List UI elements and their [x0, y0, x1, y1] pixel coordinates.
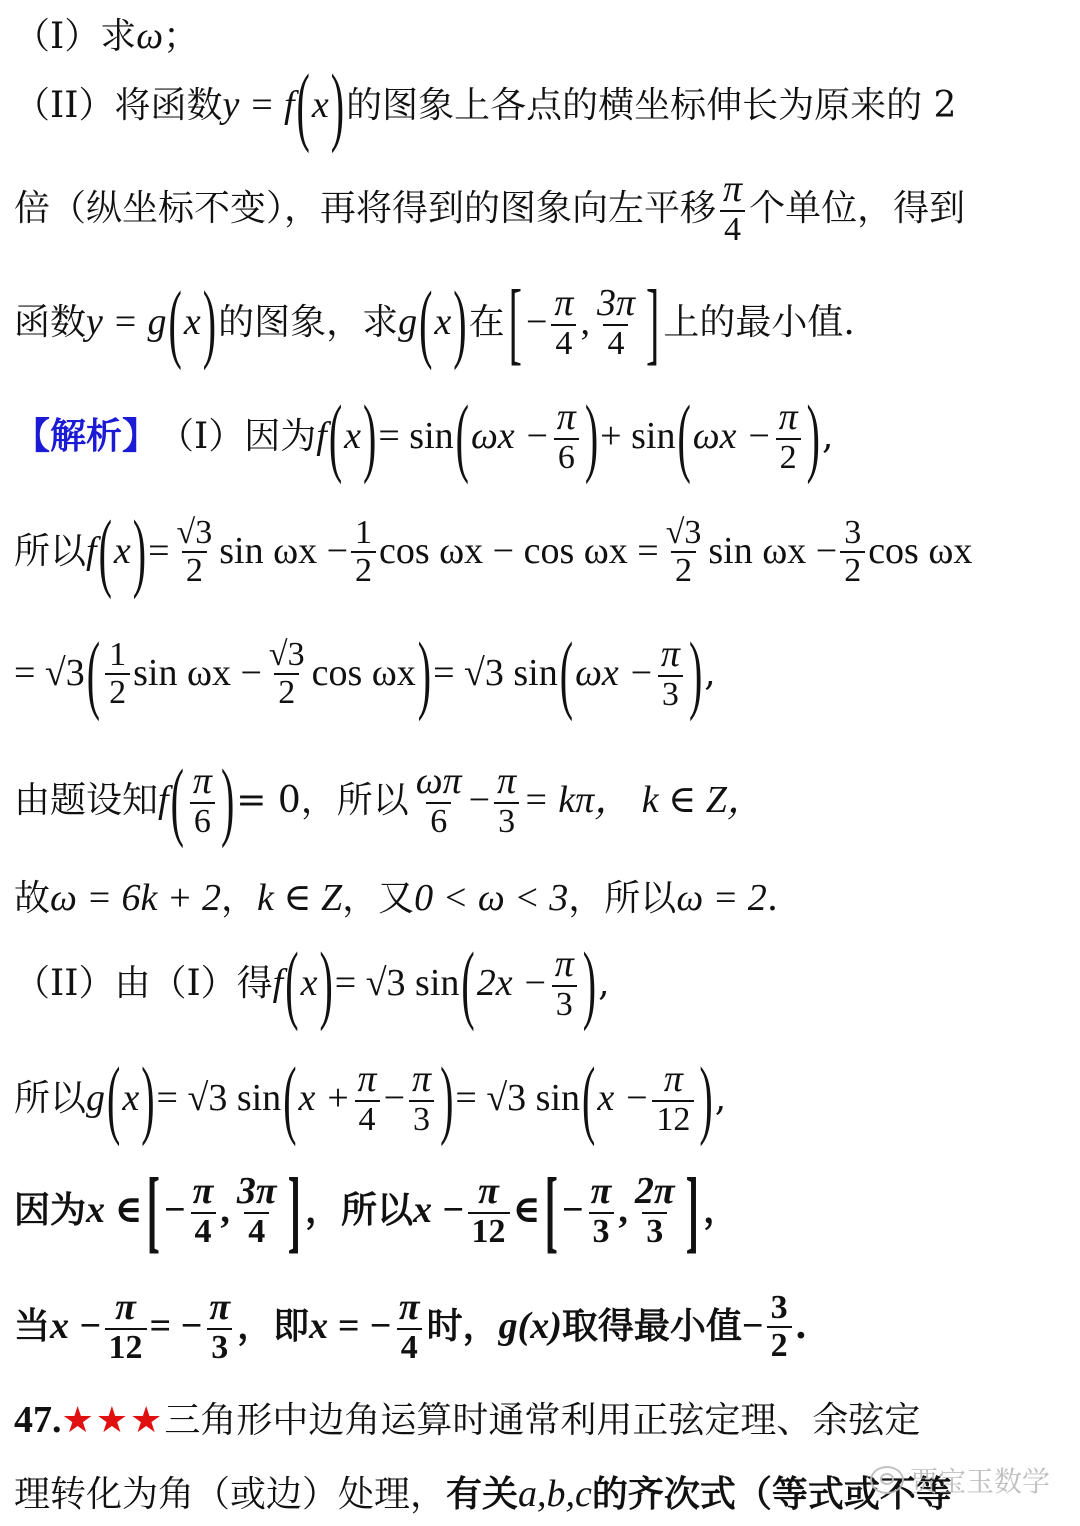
text: 上的最小值.	[663, 302, 855, 344]
fraction: $\frac{\pi}{3}$	[587, 1172, 616, 1250]
fraction: $\frac{\pi}{4}$	[189, 1172, 218, 1250]
line-6: 所以 f ( x ) = $\frac{√3}{2}$ sin ωx − $\frac{1}{2}$ cos ωx − cos ωx = $\frac{√3}{2}$ sin ωx − $\frac{3}{2}$ cos ωx	[14, 501, 973, 601]
math: x	[434, 300, 452, 343]
text: 在	[468, 302, 505, 344]
text: 的图象上各点的横坐标伸长为原来的 2	[346, 85, 957, 127]
math: g	[398, 300, 418, 343]
line-14: 47. ★★★ 三角形中边角运算时通常利用正弦定理、余弦定	[14, 1398, 1070, 1444]
fraction: $\frac{\omega\pi}{6}$	[415, 760, 462, 840]
math: x	[311, 84, 329, 127]
text: 的图象，求	[218, 302, 399, 344]
line-9: 故 ω = 6k + 2 ， k ∈ Z ，又 0 < ω < 3 ，所以 ω = 2 .	[14, 877, 779, 920]
question-number: 47.	[14, 1399, 62, 1441]
fraction: $\frac{\pi}{4}$	[719, 170, 746, 248]
line-10: （II）由（I）得 f ( x ) = √3 sin ( 2x − $\frac{\pi}{3}$ ) ,	[14, 933, 610, 1033]
fraction: $\frac{\pi}{2}$	[775, 398, 802, 476]
fraction: $\frac{√3}{2}$	[176, 514, 213, 589]
text: ；	[163, 16, 200, 58]
paren: )	[202, 272, 217, 372]
fraction: $\frac{\pi}{3}$	[205, 1288, 234, 1366]
math: f	[316, 414, 327, 457]
text: （II）将函数	[14, 85, 223, 127]
line-7: = √3 ( $\frac{1}{2}$ sin ωx − $\frac{√3}{2}$ cos ωx ) = √3 sin ( ωx − $\frac{\pi}{3}$ ) ,	[14, 623, 716, 723]
fraction: $\frac{\pi}{12}$	[105, 1288, 147, 1366]
fraction: $\frac{\pi}{3}$	[551, 945, 578, 1023]
line-8: 由题设知 f ( $\frac{\pi}{6}$ ) = 0，所以 $\frac{\omega\pi}{6}$ − $\frac{\pi}{3}$ = kπ， k ∈ Z，	[14, 750, 765, 850]
fraction: $\frac{1}{2}$	[105, 637, 130, 710]
paren: (	[296, 55, 310, 155]
fraction: $\frac{\pi}{6}$	[553, 398, 580, 476]
star-rating-icon: ★★★	[61, 1400, 165, 1442]
line-3	[14, 170, 1070, 248]
bracket: ]	[645, 269, 660, 374]
text: 倍（纵坐标不变），再将得到的图象向左平移	[14, 188, 717, 230]
math: y = g	[86, 300, 167, 343]
fraction: $\frac{\pi}{4}$	[354, 1060, 381, 1138]
fraction: $\frac{\pi}{12}$	[652, 1060, 694, 1138]
line-15: 理转化为角（或边）处理， 有关 a,b,c 的齐次式（等式或不等	[14, 1473, 952, 1516]
text: （I）求	[14, 16, 137, 58]
fraction: $\frac{\pi}{4}$	[550, 284, 577, 362]
fraction: $\frac{\pi}{12}$	[468, 1172, 510, 1250]
math: ω	[136, 15, 164, 57]
line-2	[14, 55, 1070, 155]
paren: (	[419, 272, 433, 372]
line-11: 所以 g ( x ) = √3 sin ( x + $\frac{\pi}{4}$ − $\frac{\pi}{3}$ ) = √3 sin ( x − $\frac{\pi}{12}$ ) ,	[14, 1048, 727, 1148]
fraction: $\frac{3\pi}{4}$	[596, 282, 635, 362]
text: （I）因为	[158, 416, 317, 458]
text: 函数	[14, 302, 87, 344]
watermark-text: 贾宝玉数学	[909, 1466, 1050, 1497]
line-4: 函数 y = g ( x ) 的图象，求 g ( x ) 在 [ − $\frac{\pi}{4}$ , $\frac{3\pi}{4}$ ] 上的最小值.	[14, 284, 1070, 362]
fraction: $\frac{\pi}{4}$	[395, 1288, 424, 1366]
fraction: $\frac{3}{2}$	[767, 1290, 792, 1363]
fraction: $\frac{2\pi}{3}$	[634, 1170, 675, 1250]
paren: )	[453, 272, 467, 372]
line-12: 因为 x ∈ [ − $\frac{\pi}{4}$ , $\frac{3\pi}{4}$ ] ，所以 x − $\frac{\pi}{12}$ ∈ [ − $\frac{\pi}{3}$ , $\frac{2\pi}{3}$ ] ，	[14, 1157, 739, 1262]
watermark	[870, 1460, 1050, 1500]
fraction: $\frac{\pi}{3}$	[657, 635, 684, 713]
fraction: $\frac{1}{2}$	[351, 515, 376, 588]
wechat-icon	[870, 1466, 904, 1494]
math: y = f	[222, 84, 295, 127]
line-5: 【解析】 （I）因为 f ( x ) = sin ( ωx − $\frac{\pi}{6}$ ) + sin ( ωx − $\frac{\pi}{2}$ ) ,	[14, 386, 834, 486]
line-13: 当 x − $\frac{\pi}{12}$ = − $\frac{\pi}{3}$ ，即 x = − $\frac{\pi}{4}$ 时， g(x) 取得最小值 − $\frac{3}{2}$ .	[14, 1286, 808, 1366]
line-1	[14, 14, 1070, 60]
text: 由题设知	[14, 780, 159, 822]
fraction: $\frac{3\pi}{4}$	[236, 1170, 277, 1250]
fraction: $\frac{\pi}{3}$	[408, 1060, 435, 1138]
fraction: $\frac{√3}{2}$	[268, 636, 305, 711]
text: 所以	[14, 531, 87, 573]
math: x	[183, 300, 201, 343]
paren: (	[168, 272, 182, 372]
fraction: $\frac{\pi}{6}$	[189, 762, 216, 840]
text: 个单位，得到	[749, 188, 966, 230]
fraction: $\frac{\pi}{3}$	[493, 762, 520, 840]
fraction: $\frac{3}{2}$	[840, 515, 865, 588]
fraction: $\frac{√3}{2}$	[665, 514, 702, 589]
paren: )	[330, 55, 345, 155]
bracket: [	[508, 269, 522, 374]
section-heading: 【解析】	[14, 415, 159, 458]
